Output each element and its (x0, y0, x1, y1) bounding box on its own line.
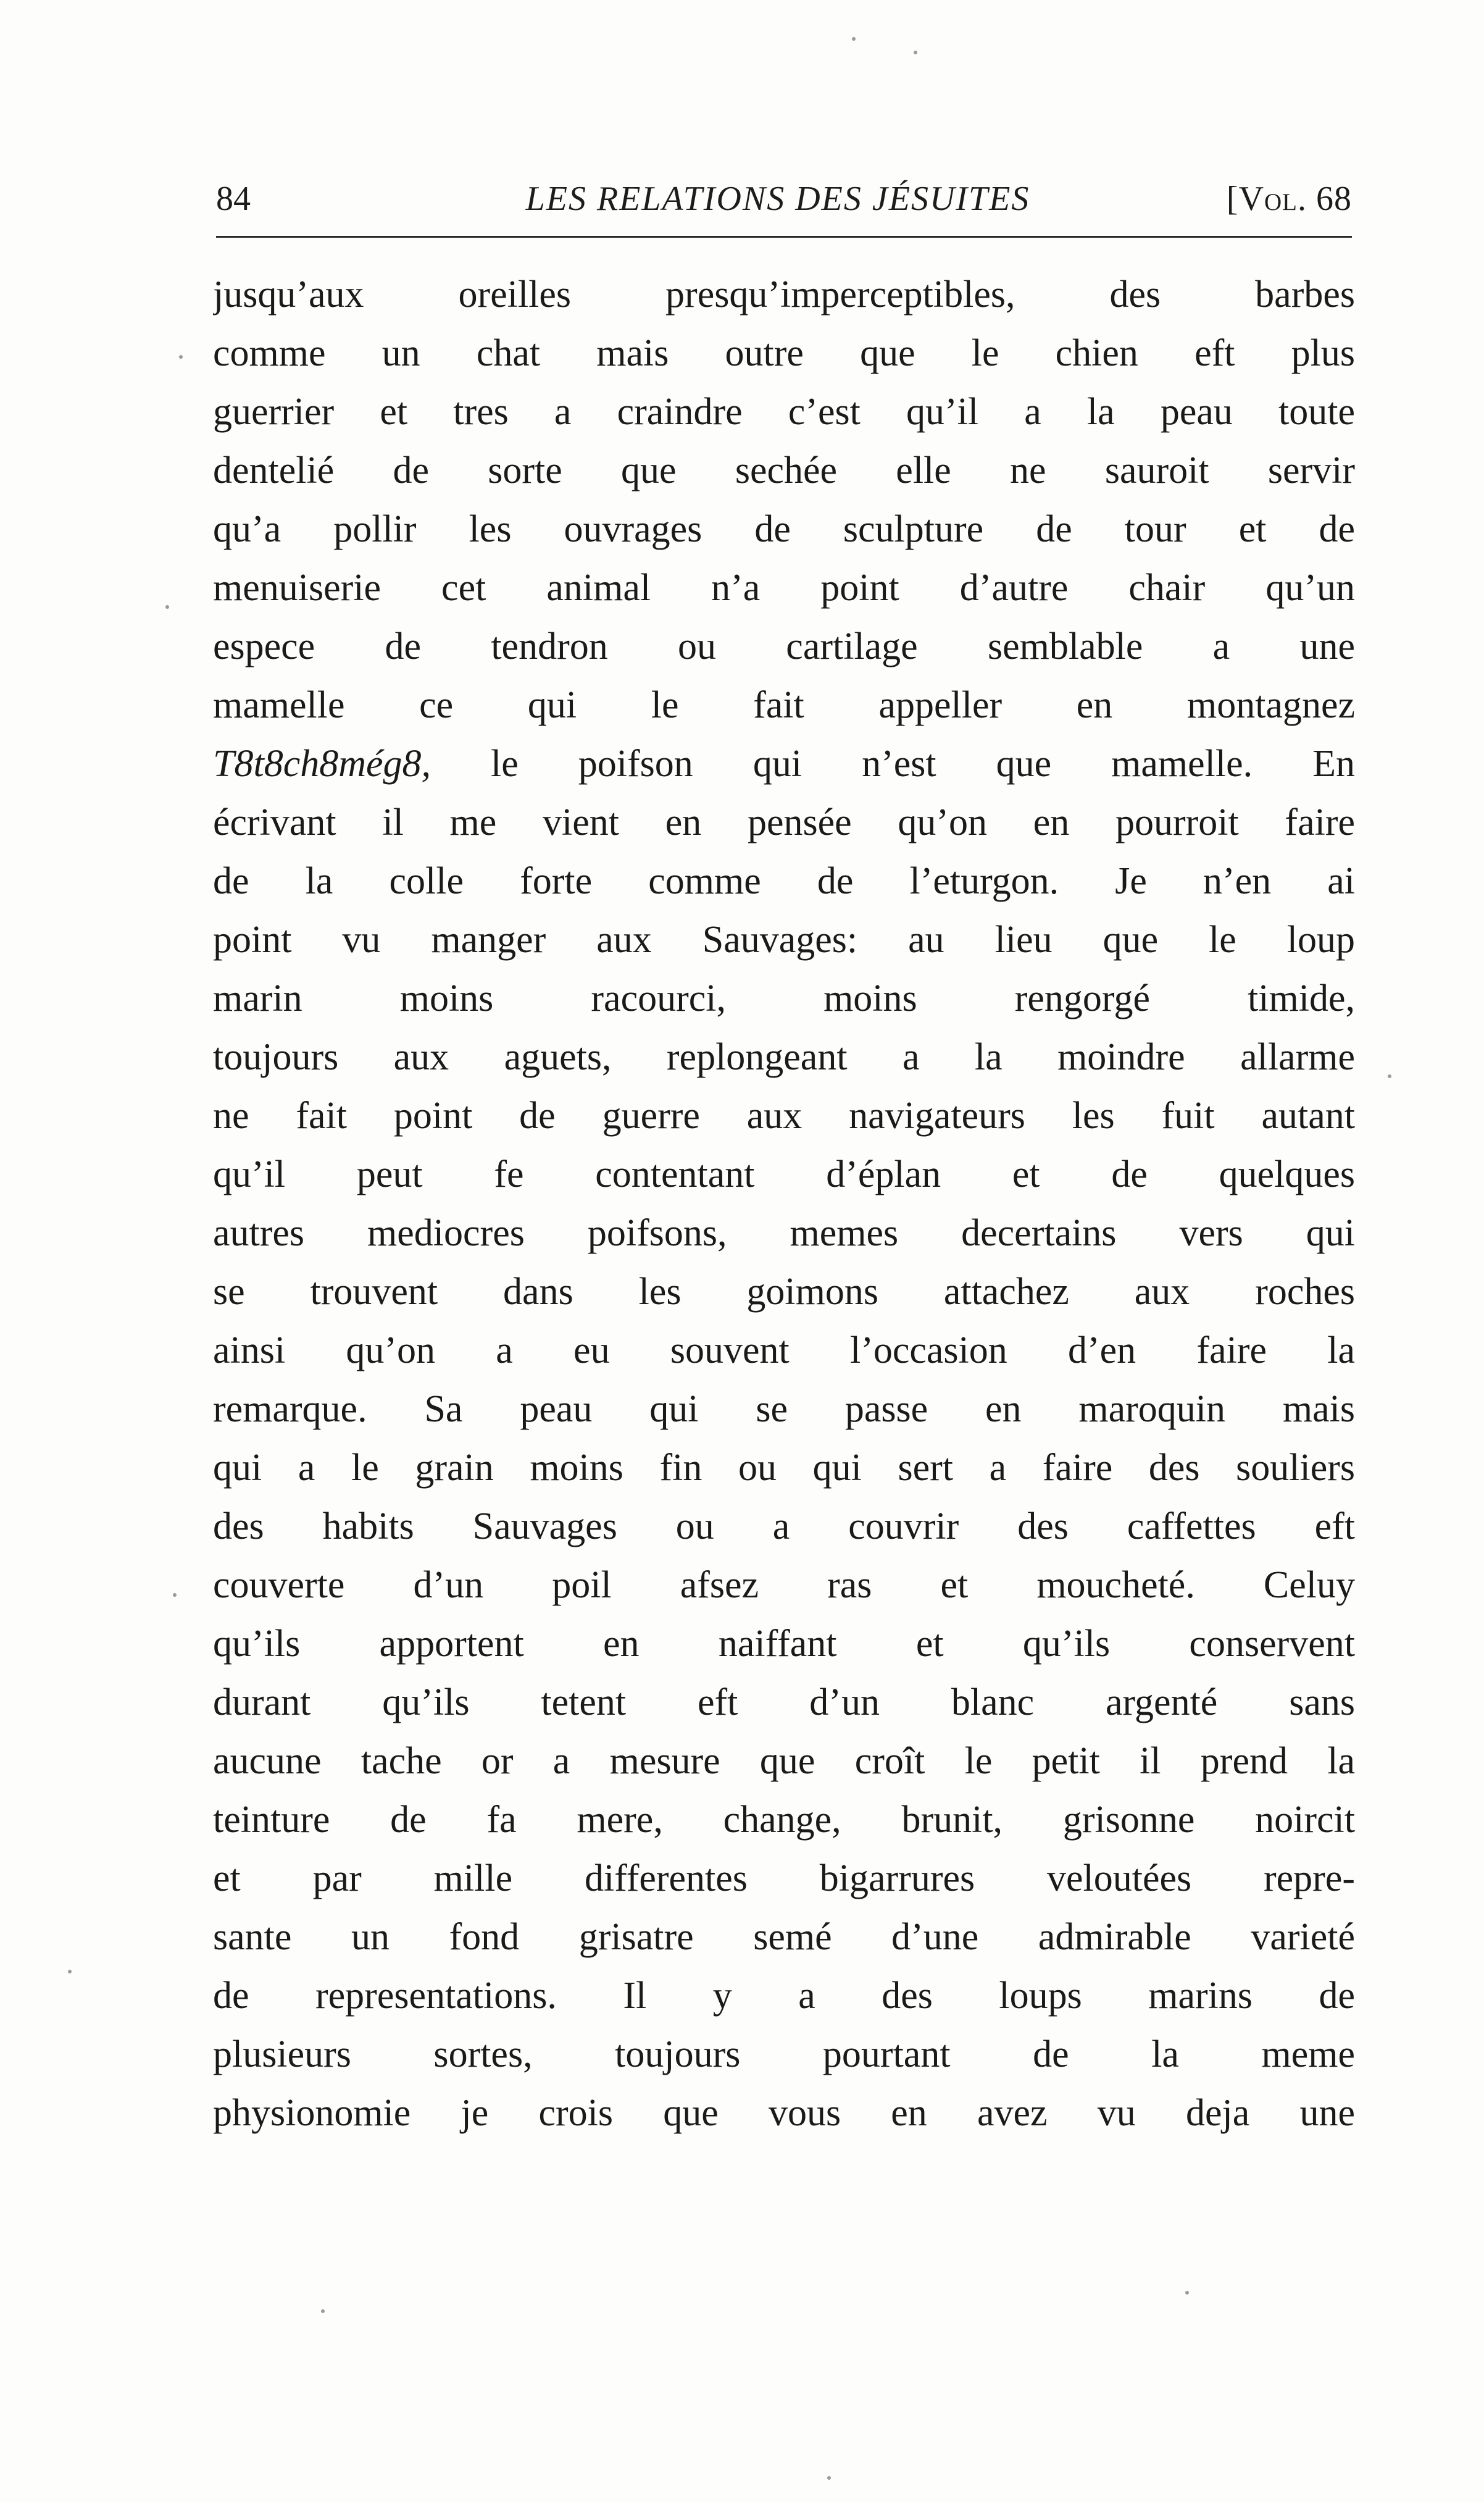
running-title: LES RELATIONS DES JÉSUITES (525, 180, 1030, 218)
volume-abbrev: Vol. (1238, 180, 1307, 218)
text-line-17: autres mediocres poifsons, memes decertains vers qui (213, 1212, 1355, 1254)
text-line-5: qu’a pollir les ouvrages de sculpture de tour et de (213, 508, 1355, 550)
text-line-8: mamelle ce qui le fait appeller en montagnez (213, 684, 1355, 726)
text-line-28: et par mille differentes bigarrures veloutées repre- (213, 1857, 1355, 1899)
scan-speck (827, 2476, 831, 2480)
text-line-19: ainsi qu’on a eu souvent l’occasion d’en faire la (213, 1329, 1355, 1371)
text-line-10: écrivant il me vient en pensée qu’on en pourroit faire (213, 801, 1355, 843)
header-rule (216, 236, 1352, 238)
text-line-1: jusqu’aux oreilles presqu’imperceptibles, des barbes (213, 274, 1355, 316)
scan-speck (179, 355, 183, 359)
text-line-3: guerrier et tres a craindre c’est qu’il a la peau toute (213, 391, 1355, 433)
scan-speck (914, 51, 917, 54)
text-line-21: qui a le grain moins fin ou qui sert a faire des souliers (213, 1447, 1355, 1489)
text-line-14: toujours aux aguets, replongeant a la moindre allarme (213, 1036, 1355, 1078)
text-line-9 (213, 735, 1355, 793)
scan-speck (165, 605, 169, 609)
text-line-15: ne fait point de guerre aux navigateurs les fuit autant (213, 1095, 1355, 1137)
scan-speck (852, 37, 856, 41)
scan-speck (68, 1970, 72, 1973)
text-line-7: espece de tendron ou cartilage semblable a une (213, 626, 1355, 667)
text-line-26: aucune tache or a mesure que croît le petit il prend la (213, 1740, 1355, 1782)
volume-label (1227, 174, 1352, 224)
text-line-9-rest: le poifson qui n’est que mamelle. En (431, 743, 1355, 785)
text-line-29: sante un fond grisatre semé d’une admirable varieté (213, 1916, 1355, 1958)
text-line-32: physionomie je crois que vous en avez vu deja une (213, 2092, 1355, 2134)
scan-speck (1185, 2291, 1189, 2295)
text-line-13: marin moins racourci, moins rengorgé timide, (213, 977, 1355, 1019)
body-text (213, 266, 1355, 2143)
text-line-11: de la colle forte comme de l’eturgon. Je n’en ai (213, 860, 1355, 902)
text-line-4: dentelié de sorte que sechée elle ne sauroit servir (213, 450, 1355, 492)
text-line-27: teinture de fa mere, change, brunit, grisonne noircit (213, 1799, 1355, 1841)
text-line-24: qu’ils apportent en naiffant et qu’ils conservent (213, 1623, 1355, 1665)
volume-bracket: [ (1226, 180, 1239, 218)
text-line-23: couverte d’un poil afsez ras et moucheté. Celuy (213, 1564, 1355, 1606)
text-line-2: comme un chat mais outre que le chien eft plus (213, 332, 1355, 374)
scan-speck (321, 2309, 325, 2313)
page-header (216, 174, 1352, 224)
text-line-20: remarque. Sa peau qui se passe en maroquin mais (213, 1388, 1355, 1430)
montagnais-word: T8t8ch8még8, (213, 743, 431, 785)
scan-speck (1388, 1074, 1391, 1078)
text-line-6: menuiserie cet animal n’a point d’autre chair qu’un (213, 567, 1355, 609)
text-line-12: point vu manger aux Sauvages: au lieu que le loup (213, 919, 1355, 961)
text-line-16: qu’il peut fe contentant d’éplan et de quelques (213, 1153, 1355, 1195)
text-line-31: plusieurs sortes, toujours pourtant de la meme (213, 2033, 1355, 2075)
volume-number: 68 (1316, 180, 1352, 218)
scan-speck (173, 1593, 177, 1597)
text-line-22: des habits Sauvages ou a couvrir des caffettes eft (213, 1505, 1355, 1547)
text-line-25: durant qu’ils tetent eft d’un blanc argenté sans (213, 1681, 1355, 1723)
page-number: 84 (216, 180, 251, 218)
text-line-18: se trouvent dans les goimons attachez aux roches (213, 1271, 1355, 1313)
text-line-30: de representations. Il y a des loups marins de (213, 1975, 1355, 2017)
